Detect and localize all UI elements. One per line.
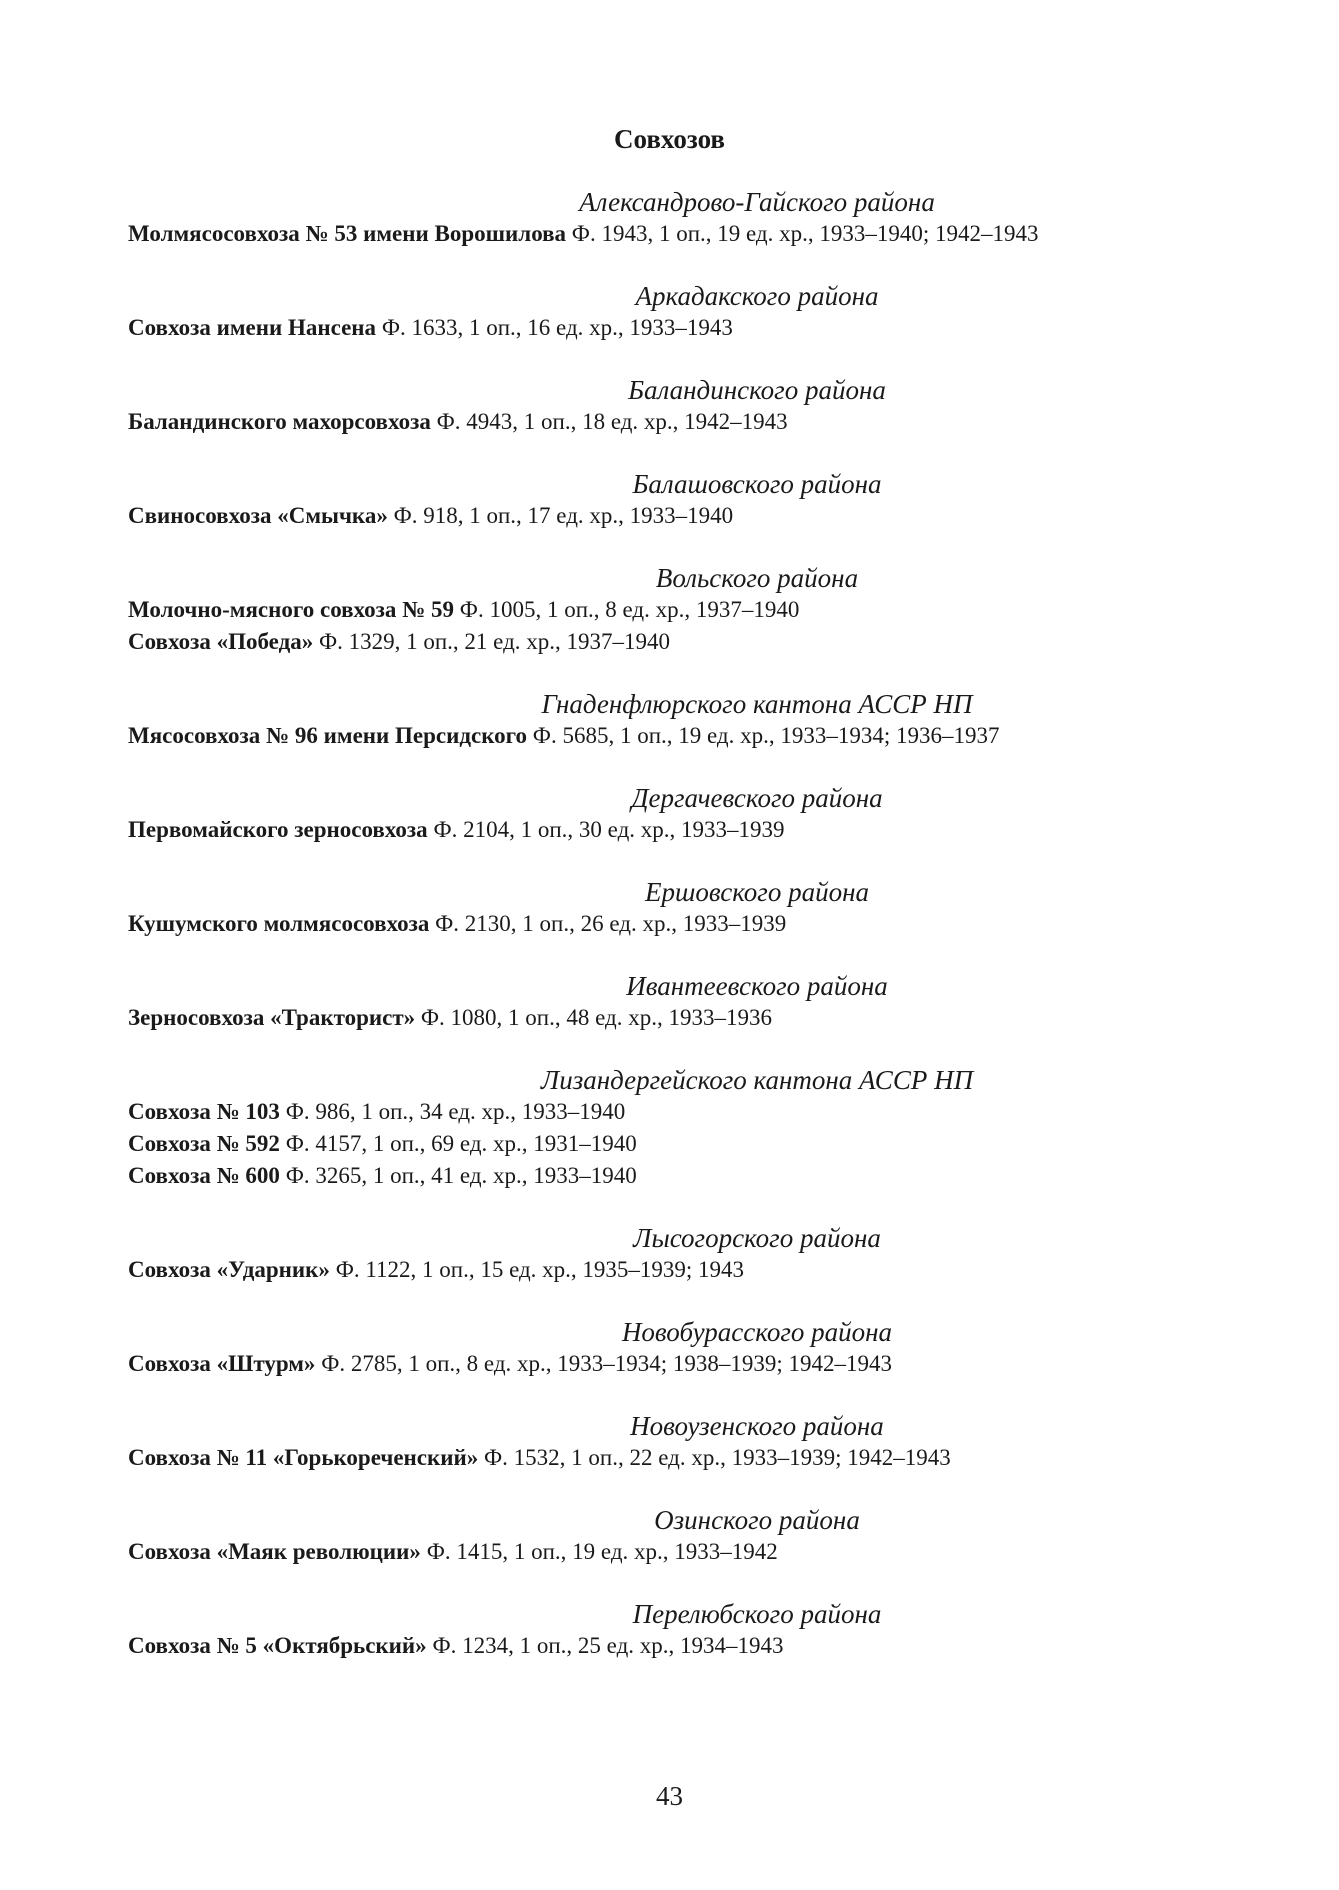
district-heading: Баландинского района (628, 375, 886, 405)
fund-name: Мясосовхоза № 96 имени Персидского (128, 723, 528, 748)
fund-details: Ф. 1415, 1 оп., 19 ед. хр., 1933–1942 (420, 1539, 778, 1564)
fund-name: Совхоза имени Нансена (128, 315, 377, 340)
fund-name: Совхоза № 600 (128, 1163, 280, 1188)
fund-entry (128, 720, 1228, 752)
district-section (128, 782, 1228, 846)
fund-details: Ф. 4943, 1 оп., 18 ед. хр., 1942–1943 (430, 409, 788, 434)
district-section (128, 688, 1228, 752)
district-heading: Гнаденфлюрского кантона АССР НП (541, 689, 973, 719)
district-heading: Перелюбского района (632, 1599, 882, 1629)
fund-details: Ф. 1234, 1 оп., 25 ед. хр., 1934–1943 (426, 1633, 784, 1658)
district-heading: Дергачевского района (631, 783, 883, 813)
fund-entry (128, 594, 1228, 626)
fund-entry (128, 1536, 1228, 1568)
fund-name: Зерносовхоза «Тракторист» (128, 1005, 416, 1030)
district-heading: Новоузенского района (630, 1411, 884, 1441)
fund-name: Совхоза № 592 (128, 1131, 280, 1156)
fund-name: Кушумского молмясосовхоза (128, 911, 430, 936)
district-heading: Аркадакского района (635, 281, 879, 311)
fund-entry (128, 1348, 1228, 1380)
fund-name: Первомайского зерносовхоза (128, 817, 428, 842)
fund-entry (128, 626, 1228, 658)
page-title: Совхозов (614, 124, 725, 154)
fund-name: Баландинского махорсовхоза (128, 409, 431, 434)
fund-name: Совхоза «Штурм» (128, 1351, 316, 1376)
district-section (128, 1504, 1228, 1568)
fund-details: Ф. 1122, 1 оп., 15 ед. хр., 1935–1939; 1943 (329, 1257, 745, 1282)
fund-details: Ф. 1633, 1 оп., 16 ед. хр., 1933–1943 (376, 315, 733, 340)
district-heading: Новобурасского района (621, 1317, 893, 1347)
district-section (128, 1598, 1228, 1662)
district-section (128, 1410, 1228, 1474)
fund-details: Ф. 1943, 1 оп., 19 ед. хр., 1933–1940; 1942–1943 (566, 221, 1039, 246)
district-section (128, 186, 1228, 250)
fund-entry (128, 1002, 1228, 1034)
district-heading: Ивантеевского района (626, 971, 888, 1001)
fund-details: Ф. 5685, 1 оп., 19 ед. хр., 1933–1934; 1936–1937 (527, 723, 1000, 748)
district-heading: Озинского района (654, 1505, 860, 1535)
fund-entry (128, 218, 1228, 250)
district-heading: Александрово-Гайского района (579, 187, 935, 217)
archive-list (128, 186, 1228, 1692)
district-section (128, 374, 1228, 438)
fund-name: Совхоза «Ударник» (128, 1257, 330, 1282)
district-heading: Балашовского района (632, 469, 882, 499)
fund-details: Ф. 1532, 1 оп., 22 ед. хр., 1933–1939; 1942–1943 (478, 1445, 951, 1470)
page-number: 43 (656, 1781, 683, 1811)
fund-details: Ф. 2785, 1 оп., 8 ед. хр., 1933–1934; 1938–1939; 1942–1943 (315, 1351, 893, 1376)
fund-entry (128, 814, 1228, 846)
fund-entry (128, 1096, 1228, 1128)
fund-details: Ф. 918, 1 оп., 17 ед. хр., 1933–1940 (387, 503, 734, 528)
fund-name: Совхоза «Победа» (128, 629, 314, 654)
district-section (128, 280, 1228, 344)
district-heading: Вольского района (655, 563, 859, 593)
district-heading: Лысогорского района (633, 1223, 881, 1253)
district-section (128, 970, 1228, 1034)
fund-name: Совхоза «Маяк революции» (128, 1539, 421, 1564)
district-section (128, 1222, 1228, 1286)
fund-entry (128, 1254, 1228, 1286)
fund-entry (128, 1128, 1228, 1160)
fund-details: Ф. 4157, 1 оп., 69 ед. хр., 1931–1940 (279, 1131, 637, 1156)
fund-details: Ф. 986, 1 оп., 34 ед. хр., 1933–1940 (279, 1099, 626, 1124)
fund-name: Совхоза № 103 (128, 1099, 280, 1124)
district-section (128, 562, 1228, 658)
fund-entry (128, 500, 1228, 532)
fund-name: Совхоза № 11 «Горькореченский» (128, 1445, 479, 1470)
fund-entry (128, 406, 1228, 438)
fund-entry (128, 1630, 1228, 1662)
fund-details: Ф. 2130, 1 оп., 26 ед. хр., 1933–1939 (429, 911, 787, 936)
district-section (128, 468, 1228, 532)
district-heading: Ершовского района (644, 877, 869, 907)
district-section (128, 1064, 1228, 1192)
fund-entry (128, 312, 1228, 344)
fund-entry (128, 908, 1228, 940)
fund-details: Ф. 1005, 1 оп., 8 ед. хр., 1937–1940 (454, 597, 800, 622)
fund-details: Ф. 3265, 1 оп., 41 ед. хр., 1933–1940 (279, 1163, 637, 1188)
fund-name: Свиносовхоза «Смычка» (128, 503, 388, 528)
district-section (128, 1316, 1228, 1380)
fund-entry (128, 1160, 1228, 1192)
fund-name: Молочно-мясного совхоза № 59 (128, 597, 455, 622)
fund-details: Ф. 1329, 1 оп., 21 ед. хр., 1937–1940 (313, 629, 671, 654)
fund-details: Ф. 1080, 1 оп., 48 ед. хр., 1933–1936 (415, 1005, 772, 1030)
district-heading: Лизандергейского кантона АССР НП (540, 1065, 974, 1095)
fund-details: Ф. 2104, 1 оп., 30 ед. хр., 1933–1939 (427, 817, 785, 842)
fund-entry (128, 1442, 1228, 1474)
fund-name: Молмясосовхоза № 53 имени Ворошилова (128, 221, 567, 246)
district-section (128, 876, 1228, 940)
fund-name: Совхоза № 5 «Октябрьский» (128, 1633, 427, 1658)
